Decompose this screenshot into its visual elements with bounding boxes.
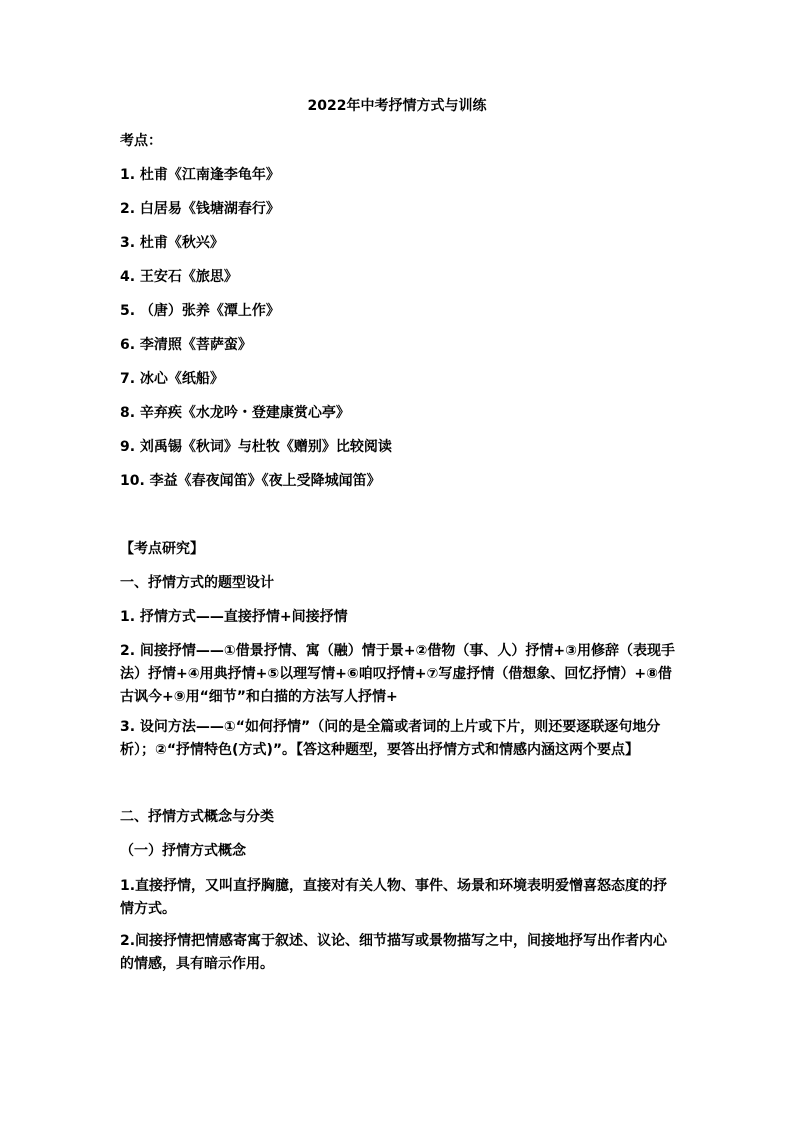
list-item: 5. （唐）张养《潭上作》: [120, 303, 280, 319]
list-item: 8. 辛弃疾《水龙吟・登建康赏心亭》: [120, 405, 350, 421]
section1-point: 3. 设问方法——①“如何抒情”（问的是全篇或者词的上片或下片，则还要逐联逐句地分析）；②“抒情特色(方式)”。【答这种题型，要答出抒情方式和情感内涵这两个要点】: [120, 719, 661, 758]
section2-subheading: （一）抒情方式概念: [120, 843, 246, 859]
list-item: 9. 刘禹锡《秋词》与杜牧《赠别》比较阅读: [120, 439, 392, 455]
section1-heading: 一、抒情方式的题型设计: [120, 575, 274, 591]
list-item: 3. 杜甫《秋兴》: [120, 235, 224, 251]
kaodian-label: 考点：: [120, 133, 162, 149]
research-heading: 【考点研究】: [120, 541, 204, 557]
section1-point: 1. 抒情方式——直接抒情+间接抒情: [120, 609, 348, 625]
section2-heading: 二、抒情方式概念与分类: [120, 809, 274, 825]
list-item: 6. 李清照《菩萨蛮》: [120, 337, 252, 353]
section1-point: 2. 间接抒情——①借景抒情、寓（融）情于景+②借物（事、人）抒情+③用修辞（表现手法）抒情+④用典抒情+⑤以理写情+⑥咱叹抒情+⑦写虚抒情（借想象、回忆抒情）+⑧借古讽今+⑨用“细节”和白描的方法写人抒情+: [120, 643, 675, 705]
list-item: 10. 李益《春夜闻笛》《夜上受降城闻笛》: [120, 473, 381, 489]
section2-point: 2.间接抒情把情感寄寓于叙述、议论、细节描写或景物描写之中，间接地抒写出作者内心的情感，具有暗示作用。: [120, 933, 668, 972]
list-item: 7. 冰心《纸船》: [120, 371, 224, 387]
section2-point: 1.直接抒情，又叫直抒胸臆，直接对有关人物、事件、场景和环境表明爱憎喜怒态度的抒情方式。: [120, 878, 668, 917]
list-item: 1. 杜甫《江南逢李龟年》: [120, 167, 280, 183]
list-item: 2. 白居易《钱塘湖春行》: [120, 201, 280, 217]
list-item: 4. 王安石《旅思》: [120, 269, 238, 285]
document-title: 2022年中考抒情方式与训练: [307, 98, 487, 114]
